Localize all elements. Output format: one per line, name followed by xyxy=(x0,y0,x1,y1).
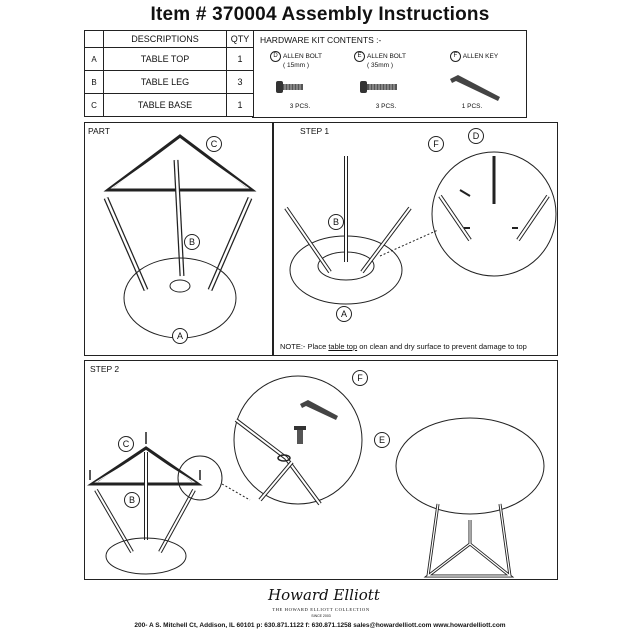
step2-label: STEP 2 xyxy=(90,364,120,374)
hardware-qty: 3 PCS. xyxy=(289,103,311,110)
note-underlined: table top xyxy=(328,342,358,351)
part-qty: 1 xyxy=(227,94,254,117)
hardware-letter: E xyxy=(354,51,365,62)
table-base-drawing xyxy=(108,136,252,190)
callout-b: B xyxy=(184,234,200,250)
page-title: Item # 370004 Assembly Instructions xyxy=(150,4,490,25)
step1-label: STEP 1 xyxy=(300,126,330,136)
part-description: TABLE LEG xyxy=(104,71,227,94)
footer-contact: 200- A S. Mitchell Ct, Addison, IL 60101 p: 630.871.1122 f: 630.871.1258 sales@howardelliott.com www.howardelliott.com xyxy=(134,622,506,629)
part-letter: A xyxy=(85,48,104,71)
part-letter: C xyxy=(85,94,104,117)
note-suffix: on clean and dry surface to prevent damage to top xyxy=(357,342,527,351)
callout-a: A xyxy=(336,306,352,322)
assembled-table-drawing xyxy=(396,418,544,576)
hardware-name: ALLEN BOLT xyxy=(367,53,406,61)
part-qty: 3 xyxy=(227,71,254,94)
callout-f: F xyxy=(428,136,444,152)
part-qty: 1 xyxy=(227,48,254,71)
callout-b: B xyxy=(328,214,344,230)
hardware-name: ALLEN KEY xyxy=(462,53,499,61)
hardware-letter: F xyxy=(450,51,461,62)
callout-a: A xyxy=(172,328,188,344)
step2-base-drawing xyxy=(90,432,222,574)
hardware-title: HARDWARE KIT CONTENTS :- xyxy=(260,35,382,45)
part-letter: B xyxy=(85,71,104,94)
callout-c: C xyxy=(206,136,222,152)
hardware-qty: 1 PCS. xyxy=(461,103,483,110)
callout-d: D xyxy=(468,128,484,144)
hardware-size: ( 35mm ) xyxy=(367,62,393,69)
part-description: TABLE BASE xyxy=(104,94,227,117)
hardware-letter: D xyxy=(270,51,281,62)
step1-drawing xyxy=(286,152,556,304)
brand-since: SINCE 2003 xyxy=(311,614,331,618)
part-label: PART xyxy=(88,126,110,136)
hardware-qty: 3 PCS. xyxy=(375,103,397,110)
hardware-size: ( 15mm ) xyxy=(283,62,309,69)
callout-c: C xyxy=(118,436,134,452)
callout-b: B xyxy=(124,492,140,508)
hardware-name: ALLEN BOLT xyxy=(283,53,322,61)
step2-detail-drawing xyxy=(222,376,362,504)
description-header: DESCRIPTIONS xyxy=(104,31,227,48)
brand-collection: THE HOWARD ELLIOTT COLLECTION xyxy=(272,607,370,612)
table-legs-drawing xyxy=(106,160,250,290)
brand-signature: Howard Elliott xyxy=(268,586,380,604)
note-prefix: NOTE:- Place xyxy=(280,342,329,351)
qty-header: QTY xyxy=(227,31,254,48)
callout-e: E xyxy=(374,432,390,448)
note-text xyxy=(280,342,527,351)
part-description: TABLE TOP xyxy=(104,48,227,71)
callout-f: F xyxy=(352,370,368,386)
